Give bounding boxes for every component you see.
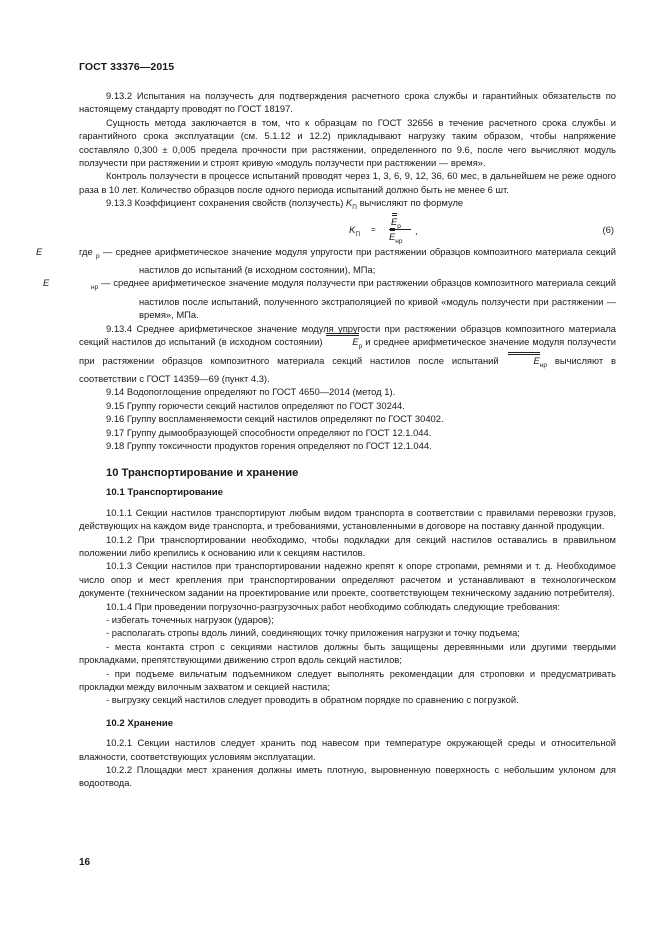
para-9-18: 9.18 Группу токсичности продуктов горения определяют по ГОСТ 12.1.044. [106,439,432,451]
formula-expression [349,216,489,246]
para-10-1-1: 10.1.1 Секции настилов транспортируют любым видом транспорта в соответствии с правилами перевозки грузов, действующих на каждом виде транспорта, и требованиями, установленными в договоре на поставку данной продукции. [79,506,616,532]
definition-ep-text: — среднее арифметическое значение модуля упругости при растяжении образцов композитного материала секций настилов до испытаний (в исходном состоянии), МПа; [99,245,616,276]
ep-sub: р [95,252,100,260]
formula-comma: , [415,224,418,236]
para-10-2-1: 10.2.1 Секции настилов следует хранить под навесом при температуре окружающей среды и относительной влажности, соответствующих условиям эксплуатации. [79,737,616,762]
para-10-1-4: 10.1.4 При проведении погрузочно-разгрузочных работ необходимо соблюдать следующие требования: [106,600,560,612]
para-control: Контроль ползучести в процессе испытаний проводят через 1, 3, 6, 9, 12, 36, 60 мес, в дальнейшем не реже одного раза в 10 лет. Количество образцов после одного периода испытаний должно быть не менее 6 шт. [79,170,616,195]
formula-e-mean: E [391,215,398,227]
kp-subscript: П [352,204,357,212]
definition-ep [35,245,616,277]
standard-header: ГОСТ 33376—2015 [79,61,175,73]
formula-lhs [349,224,360,241]
kp-letter: K [346,197,353,209]
ep-symbol: E $_р$ [35,245,100,260]
para-9-15: 9.15 Группу горючести секций настилов определяют по ГОСТ 30244. [106,399,405,411]
enp-inline-letter: E [507,354,540,367]
para-9-13-4-c: вычисляют в соответствии с ГОСТ 14359—69 (пункт 4.3). [79,354,616,384]
ep-inline-sub: р [358,343,363,351]
section-10-title: 10 Транспортирование и хранение [106,467,299,480]
para-9-13-3-tail: вычисляют по формуле [356,197,464,209]
para-9-13-4-a: 9.13.4 Среднее арифметическое значение модуля упругости при растяжении образцов композитного материала секций настилов до испытаний (в исходном состоянии) [79,322,616,348]
definition-enp [43,276,616,321]
para-10-1-2: 10.1.2 При транспортировании необходимо, чтобы подкладки для секций настилов оставались в правильном положении либо крепились к основанию или к секциям настилов. [79,533,616,558]
para-10-2-2: 10.2.2 Площадки мест хранения должны иметь плотную, выровненную поверхность с небольшим уклоном для водоотвода. [79,764,616,789]
page-number: 16 [79,857,91,868]
ep-inline-letter: E [325,335,358,348]
para-9-13-4-b: и среднее арифметическое значение модуля ползучести при растяжении образцов композитного материала секций настилов после испытаний [79,336,616,366]
formula-6 [79,215,616,245]
list-item: - места контакта строп с секциями настилов должны быть защищены деревянными или другими твердыми прокладками, препятствующими движению строп вдоль секций настилов; [79,640,616,666]
subsection-10-2-title: 10.2 Хранение [106,717,174,729]
formula-equals: = [371,224,376,234]
subsection-10-1-title: 10.1 Транспортирование [106,487,223,499]
formula-k-sub: П [355,230,361,238]
definition-enp-text: — среднее арифметическое значение модуля ползучести при растяжении образцов композитного материала секций настилов после испытаний, полученного экстраполяцией по кривой «модуль ползучести при растяжении — время», МПа. [98,277,616,321]
enp-inline-sub: нр [539,361,548,369]
para-10-1-3: 10.1.3 Секции настилов при транспортировании надежно крепят к опоре стропами, ремнями и т. д. Необходимое число опор и мест крепления при транспортировании определяют расчетом и устанавливают в технологическом документе (техническом задании на проектирование или проекте, соответствующем техническому заданию потребителя). [79,560,616,599]
list-item: - располагать стропы вдоль линий, соединяющих точку приложения нагрузки и точку подъема; [106,627,520,639]
para-9-13-4 [79,322,616,386]
enp-symbol: E $_{нр}$ [43,277,99,292]
where-label: где [79,245,96,257]
para-9-14: 9.14 Водопоглощение определяют по ГОСТ 4650—2014 (метод 1). [106,386,396,398]
para-9-16: 9.16 Группу воспламеняемости секций настилов определяют по ГОСТ 30402. [106,413,444,425]
para-9-17: 9.17 Группу дымообразующей способности определяют по ГОСТ 12.1.044. [106,426,432,438]
formula-e-mean-den: E [389,230,396,242]
para-method: Сущность метода заключается в том, что к образцам по ГОСТ 32656 в течение расчетного срока службы и гарантийного срока эксплуатации (см. 5.1.12 и 12.2) прикладывают нагрузку таким образом, чтобы напряжение составляло 0,300 ± 0,005 предела прочности при растяжении, определенного по 9.6, после чего вычисляют модуль ползучести при растяжении и строят кривую «модуль ползучести при растяжении — время». [79,116,616,169]
para-9-13-3 [79,196,616,214]
kp-symbol [346,197,357,212]
enp-inline [507,354,548,369]
list-item: - при подъеме вильчатым подъемником следует выполнять рекомендации для строповки и предусматривать прокладки между вилочным захватом и секцией настила; [79,667,616,693]
formula-den-sub: нр [395,237,403,245]
list-item: - выгрузку секций настилов следует проводить в обратном порядке по сравнению с погрузкой. [106,694,519,706]
formula-num-sub: р [397,222,401,230]
formula-k: K [349,224,356,236]
formula-number: (6) [602,223,614,235]
para-9-13-3-text: 9.13.3 Коэффициент сохранения свойств (ползучесть) [106,197,347,209]
ep-inline [325,336,363,351]
page-content [35,89,616,790]
enp-sub: нр [91,284,99,292]
list-item: - избегать точечных нагрузок (ударов); [106,614,274,625]
para-9-13-2: 9.13.2 Испытания на ползучесть для подтверждения расчетного срока службы и гарантийных обязательств по настоящему стандарту проводят по ГОСТ 18197. [79,90,616,115]
